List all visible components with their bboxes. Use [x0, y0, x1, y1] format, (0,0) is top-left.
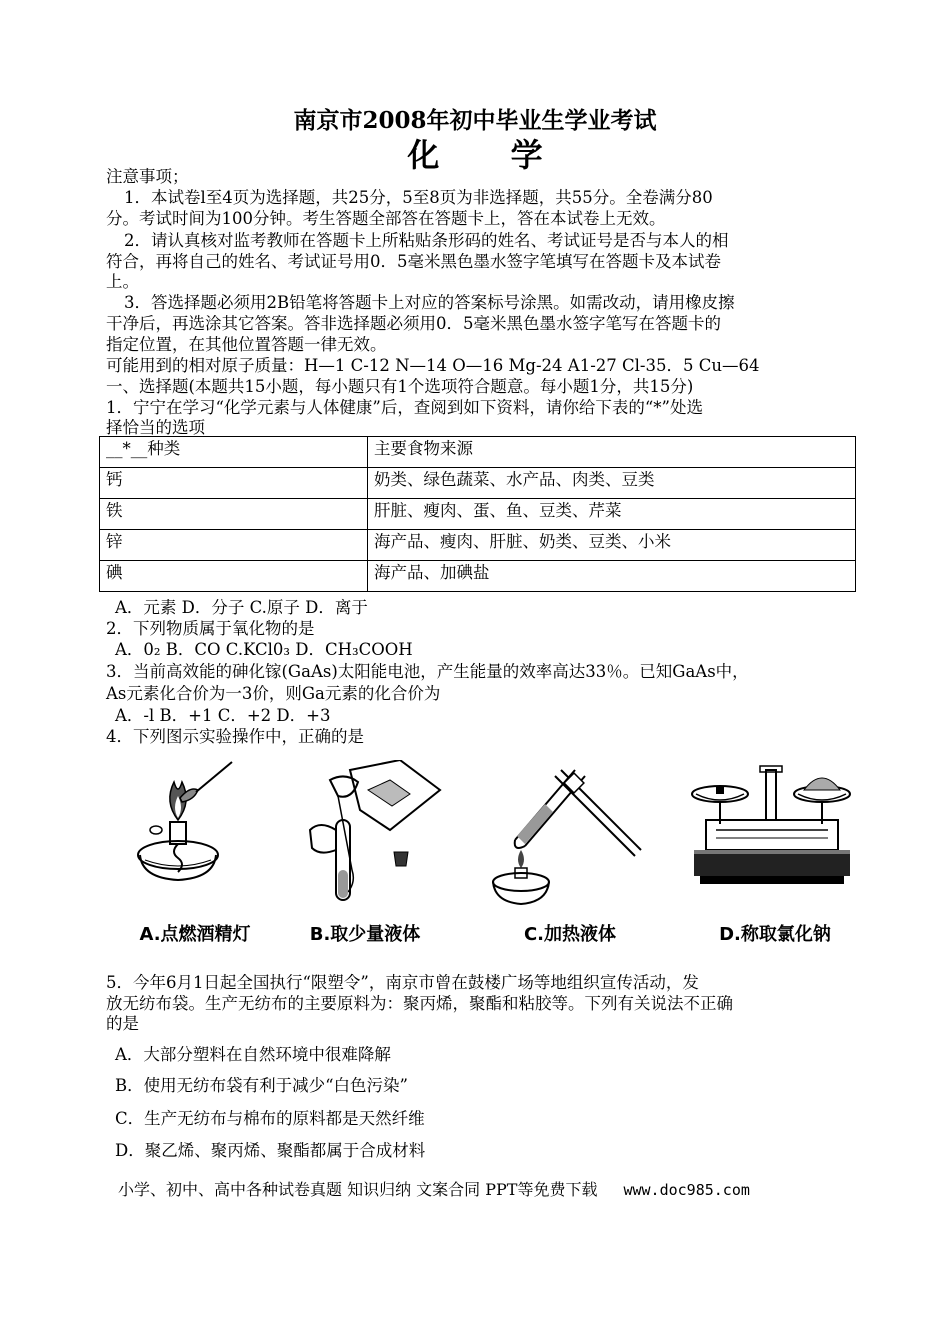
q1-stem-line2: 择恰当的选项: [106, 418, 205, 437]
figure-c-heat-liquid: [485, 760, 655, 950]
section1-heading: 一、选择题(本题共15小题，每小题只有1个选项符合题意。每小题1分，共15分): [106, 377, 694, 396]
footer-url[interactable]: www.doc985.com: [623, 1181, 750, 1199]
q5-option-a: A．大部分塑料在自然环境中很难降解: [115, 1045, 391, 1064]
q2-stem: 2．下列物质属于氧化物的是: [106, 619, 315, 638]
figure-b-pour-liquid: [290, 760, 460, 950]
q5-option-d: D．聚乙烯、聚丙烯、聚酯都属于合成材料: [115, 1141, 426, 1160]
table-header-source: 主要食物来源: [368, 437, 856, 468]
table-row: [100, 561, 856, 592]
alcohol-lamp-icon: [120, 760, 290, 910]
food-source-table: [99, 436, 856, 592]
subject-title: 化 学: [407, 136, 573, 174]
notice-item3-line3: 指定位置，在其他位置答题一律无效。: [106, 335, 387, 354]
notice-item1-line2: 分。考试时间为100分钟。考生答题全部答在答题卡上，答在本试卷上无效。: [106, 209, 666, 228]
table-cell-source: 奶类、绿色蔬菜、水产品、肉类、豆类: [368, 468, 856, 499]
exam-title: 南京市2008年初中毕业生学业考试: [293, 107, 657, 134]
q5-stem-line3: 的是: [106, 1014, 139, 1033]
q3-options: A．-l B．+1 C．+2 D．+3: [115, 706, 331, 725]
table-header-kind: __*__种类: [100, 437, 368, 468]
q4-figures: [100, 760, 860, 950]
table-cell-source: 肝脏、瘦肉、蛋、鱼、豆类、芹菜: [368, 499, 856, 530]
table-header-row: [100, 437, 856, 468]
figure-d-weigh-nacl: [690, 760, 860, 950]
figure-a-caption: A.点燃酒精灯: [139, 924, 251, 945]
q2-options: A．0₂ B．CO C.KCl0₃ D．CH₃COOH: [115, 640, 413, 659]
table-cell-kind: 铁: [100, 499, 368, 530]
table-cell-kind: 碘: [100, 561, 368, 592]
q3-stem-line2: As元素化合价为一3价，则Ga元素的化合价为: [106, 684, 441, 703]
table-cell-source: 海产品、加碘盐: [368, 561, 856, 592]
q5-option-b: B．使用无纺布袋有利于减少“白色污染”: [115, 1076, 408, 1095]
figure-b-caption: B.取少量液体: [309, 924, 421, 945]
notice-item3-line2: 干净后，再选涂其它答案。答非选择题必须用0．5毫米黑色墨水签字笔写在答题卡的: [106, 314, 721, 333]
notice-item1-line1: 1．本试卷l至4页为选择题，共25分，5至8页为非选择题，共55分。全卷满分80: [124, 188, 713, 207]
notice-item3-line1: 3．答选择题必须用2B铅笔将答题卡上对应的答案标号涂黑。如需改动，请用橡皮擦: [124, 293, 735, 312]
q4-stem: 4．下列图示实验操作中，正确的是: [106, 727, 364, 746]
q5-stem-line2: 放无纺布袋。生产无纺布的主要原料为：聚丙烯，聚酯和粘胶等。下列有关说法不正确: [106, 994, 733, 1013]
notice-item2-line1: 2．请认真核对监考教师在答题卡上所粘贴条形码的姓名、考试证号是否与本人的相: [124, 231, 729, 250]
footer-text: 小学、初中、高中各种试卷真题 知识归纳 文案合同 PPT等免费下载: [118, 1180, 598, 1199]
table-row: [100, 499, 856, 530]
table-cell-kind: 钙: [100, 468, 368, 499]
table-cell-kind: 锌: [100, 530, 368, 561]
pouring-bottle-icon: [290, 760, 460, 910]
notice-heading: 注意事项；: [106, 167, 189, 186]
table-cell-source: 海产品、瘦肉、肝脏、奶类、豆类、小米: [368, 530, 856, 561]
notice-item2-line2: 符合，再将自己的姓名、考试证号用0．5毫米黑色墨水签字笔填写在答题卡及本试卷: [106, 252, 721, 271]
q5-stem-line1: 5．今年6月1日起全国执行“限塑令”，南京市曾在鼓楼广场等地组织宣传活动，发: [106, 973, 699, 992]
figure-a-alcohol-lamp: [120, 760, 290, 950]
q1-stem-line1: 1．宁宁在学习“化学元素与人体健康”后，查阅到如下资料，请你给下表的“*”处选: [106, 398, 703, 417]
figure-d-caption: D.称取氯化钠: [719, 924, 831, 945]
q5-option-c: C．生产无纺布与棉布的原料都是天然纤维: [115, 1109, 425, 1128]
table-row: [100, 468, 856, 499]
notice-item2-line3: 上。: [106, 272, 139, 291]
q1-options: A．元素 D．分子 C.原子 D．离于: [115, 598, 368, 617]
q3-stem-line1: 3．当前高效能的砷化镓(GaAs)太阳能电池，产生能量的效率高达33％。已知GaAs中，: [106, 662, 749, 681]
footer: [118, 1177, 750, 1200]
atomic-mass-line: 可能用到的相对原子质量：H—1 C-12 N—14 O—16 Mg-24 A1-27 Cl-35．5 Cu—64: [106, 356, 760, 375]
balance-scale-icon: [690, 760, 860, 910]
table-row: [100, 530, 856, 561]
figure-c-caption: C.加热液体: [523, 924, 617, 945]
heating-tube-icon: [485, 760, 655, 910]
